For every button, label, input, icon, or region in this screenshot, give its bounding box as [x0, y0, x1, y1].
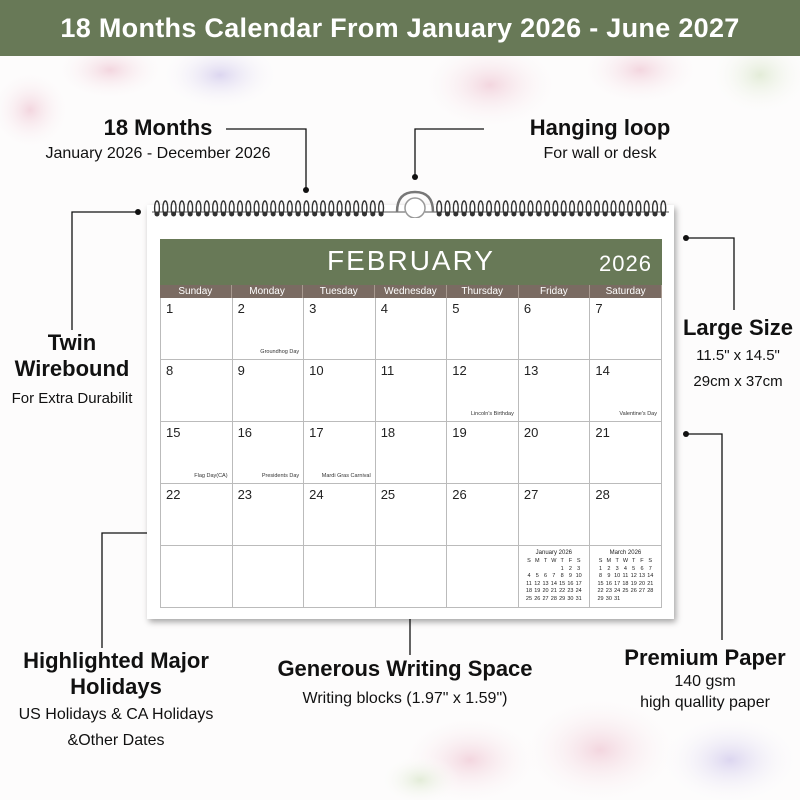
mini-month-day: 31	[614, 595, 621, 602]
binding-hole	[379, 212, 384, 217]
binding-hole	[653, 212, 658, 217]
day-cell	[233, 484, 305, 546]
binding-hole	[229, 212, 234, 217]
holiday-label: Groundhog Day	[260, 349, 300, 355]
day-cell	[590, 546, 662, 608]
day-cell	[376, 484, 448, 546]
day-cell	[590, 484, 662, 546]
mini-month-day: 1	[599, 565, 603, 572]
binding-hole	[329, 212, 334, 217]
day-cell	[519, 422, 591, 484]
mini-month	[596, 550, 654, 602]
binding-hole	[221, 212, 226, 217]
mini-month-day: 25	[525, 595, 533, 602]
mini-month-day: 28	[550, 595, 557, 602]
mini-month-day	[533, 566, 541, 572]
day-number: 7	[595, 301, 603, 316]
mini-month-day: 13	[638, 573, 646, 579]
label-holidays-line2: &Other Dates	[67, 732, 165, 749]
mini-month-day: 21	[647, 580, 654, 587]
mini-month-day: 21	[550, 588, 557, 594]
label-18-months	[8, 115, 308, 167]
day-number: 11	[380, 363, 395, 378]
label-twin-title-2: Wirebound	[14, 356, 130, 381]
mini-month-day: 17	[614, 580, 621, 587]
mini-month-day: 20	[542, 588, 549, 594]
mini-month-day	[525, 566, 533, 572]
mini-month-day: 14	[550, 580, 557, 587]
day-number: 17	[309, 425, 324, 440]
day-number: 18	[380, 425, 396, 440]
mini-month-day: 7	[648, 565, 652, 572]
day-cell	[447, 360, 519, 422]
mini-month-day: 5	[632, 565, 636, 572]
label-paper-title: Premium Paper	[624, 645, 786, 670]
day-cell	[304, 484, 376, 546]
binding-hole	[644, 212, 649, 217]
mini-month-day: 2	[568, 565, 572, 572]
binding-hole	[511, 212, 516, 217]
day-number: 22	[166, 487, 181, 502]
binding-hole	[619, 212, 624, 217]
day-number: 15	[166, 425, 181, 440]
binding-hole	[246, 212, 251, 217]
day-of-week-label: Thursday	[447, 285, 519, 298]
binding-hole	[553, 212, 558, 217]
mini-month-day: 8	[560, 573, 564, 579]
day-cell	[233, 298, 305, 360]
day-number: 23	[237, 487, 253, 502]
mini-month-day: 10	[614, 573, 621, 579]
mini-month-day: 4	[527, 573, 531, 579]
mini-month-header-letter: F	[568, 558, 573, 564]
label-hanging-loop	[490, 115, 710, 167]
day-of-week-label: Tuesday	[303, 285, 375, 298]
day-number: 2	[237, 301, 245, 316]
binding-hole	[163, 212, 168, 217]
binding-hole	[296, 212, 301, 217]
mini-month-day: 16	[567, 580, 574, 587]
mini-month-day: 19	[630, 580, 637, 587]
binding-hole	[345, 212, 350, 217]
mini-month-day	[541, 566, 549, 572]
binding-hole	[370, 212, 375, 217]
mini-month-day: 22	[559, 588, 566, 594]
day-of-week-label: Sunday	[160, 285, 232, 298]
label-writing-space	[255, 656, 555, 712]
binding-hole	[213, 212, 218, 217]
label-large-size-title: Large Size	[682, 315, 794, 340]
mini-month-header-letter: T	[543, 558, 548, 564]
label-large-size-line1: 11.5" x 14.5"	[696, 347, 780, 364]
day-cell	[447, 546, 519, 608]
binding-hole	[536, 212, 541, 217]
binding-hole	[362, 212, 367, 217]
day-number: 21	[595, 425, 610, 440]
day-number: 10	[309, 363, 324, 378]
binding-hole	[179, 212, 184, 217]
label-premium-paper	[610, 645, 800, 713]
mini-month-day: 12	[534, 580, 541, 587]
hanging-loop-hole	[405, 198, 425, 218]
mini-month-day: 4	[623, 565, 627, 572]
day-number: 12	[452, 363, 467, 378]
label-writing-title: Generous Writing Space	[277, 656, 533, 681]
day-number: 27	[523, 487, 539, 502]
binding-hole	[453, 212, 458, 217]
mini-month-day: 15	[597, 580, 604, 587]
mini-month-day: 18	[525, 588, 533, 594]
day-cell	[161, 484, 233, 546]
day-cell	[376, 422, 448, 484]
binding-hole	[196, 212, 201, 217]
mini-month-day: 26	[630, 588, 637, 594]
day-number: 1	[166, 301, 174, 316]
binding-hole	[238, 212, 243, 217]
binding-hole	[661, 212, 666, 217]
label-twin-title-1: Twin	[47, 330, 97, 355]
binding-hole	[287, 212, 292, 217]
mini-month-header-letter: S	[576, 558, 581, 564]
label-18-months-subtitle: January 2026 - December 2026	[45, 145, 271, 162]
day-cell	[161, 422, 233, 484]
label-large-size-line2: 29cm x 37cm	[693, 373, 783, 390]
mini-month-day: 8	[599, 573, 603, 579]
mini-month-day: 20	[638, 580, 646, 587]
binding-hole	[603, 212, 608, 217]
day-cell	[376, 360, 448, 422]
day-cell	[161, 546, 233, 608]
mini-month-header-letter: T	[632, 558, 636, 564]
day-of-week-label: Wednesday	[375, 285, 447, 298]
mini-month-day: 6	[640, 565, 644, 572]
mini-month-day: 27	[638, 588, 646, 594]
mini-month-header-letter: M	[534, 558, 540, 564]
label-holidays-line1: US Holidays & CA Holidays	[18, 706, 214, 723]
mini-month-day: 30	[567, 595, 574, 602]
day-cell	[376, 298, 448, 360]
day-cell	[519, 546, 591, 608]
binding-hole	[628, 212, 633, 217]
binding-hole	[437, 212, 442, 217]
mini-month-day: 15	[559, 580, 566, 587]
day-number: 9	[237, 363, 245, 378]
day-cell	[376, 546, 448, 608]
day-of-week-label: Monday	[232, 285, 304, 298]
month-grid	[160, 285, 662, 608]
mini-month-title: January 2026	[535, 550, 573, 556]
holiday-label: Flag Day(CA)	[194, 473, 228, 479]
mini-month-day	[550, 566, 558, 572]
mini-month-day: 17	[575, 580, 582, 587]
label-18-months-title: 18 Months	[103, 115, 213, 140]
day-cell	[161, 298, 233, 360]
mini-month-day: 13	[542, 580, 549, 587]
day-cell	[447, 484, 519, 546]
day-of-week-header	[160, 285, 662, 298]
calendar-page	[147, 205, 674, 619]
mini-month-day: 14	[647, 573, 654, 579]
binding-hole	[354, 212, 359, 217]
holiday-label: Lincoln's Birthday	[470, 411, 514, 417]
day-number: 3	[309, 301, 317, 316]
mini-month-day: 3	[615, 565, 619, 572]
mini-month-header-letter: S	[527, 558, 531, 564]
mini-month-title: March 2026	[609, 550, 642, 556]
day-number: 4	[380, 301, 388, 316]
binding-hole	[594, 212, 599, 217]
binding-hole	[321, 212, 326, 217]
holiday-label: Valentine's Day	[619, 411, 657, 417]
month-header	[160, 239, 662, 285]
mini-month-header-letter: T	[560, 558, 564, 564]
binding-hole	[462, 212, 467, 217]
day-cell	[233, 422, 305, 484]
mini-month-day: 11	[622, 573, 629, 579]
holiday-label: Presidents Day	[261, 473, 300, 479]
day-number: 19	[452, 425, 467, 440]
label-paper-line1: 140 gsm	[674, 673, 736, 690]
day-number: 26	[452, 487, 467, 502]
mini-month-day: 22	[597, 588, 604, 594]
holiday-label: Mardi Gras Carnival	[321, 473, 371, 479]
mini-month-day: 3	[577, 565, 581, 572]
binding-hole	[312, 212, 317, 217]
binding-hole	[487, 212, 492, 217]
binding-hole	[254, 212, 259, 217]
day-number: 24	[309, 487, 324, 502]
day-number: 25	[380, 487, 396, 502]
mini-month-day: 18	[622, 580, 629, 587]
mini-month-header-letter: F	[640, 558, 644, 564]
mini-month-day: 1	[560, 565, 564, 572]
binding-hole	[586, 212, 591, 217]
mini-month-header-letter: S	[598, 558, 603, 564]
mini-month-grid	[596, 558, 654, 602]
mini-month-header-letter: W	[551, 558, 557, 564]
binding-hole	[262, 212, 267, 217]
label-paper-line2: high quallity paper	[640, 694, 770, 711]
day-cell	[161, 360, 233, 422]
label-large-size	[676, 315, 800, 395]
label-holidays-title-2: Holidays	[70, 674, 162, 699]
day-number: 5	[452, 301, 460, 316]
day-cell	[304, 360, 376, 422]
binding-hole	[188, 212, 193, 217]
binding-hole	[271, 212, 276, 217]
mini-month-day: 29	[597, 595, 604, 602]
mini-month-day: 28	[647, 588, 654, 594]
binding-hole	[445, 212, 450, 217]
day-cell	[590, 422, 662, 484]
binding-hole	[561, 212, 566, 217]
mini-month-day: 2	[607, 565, 611, 572]
day-cell	[590, 360, 662, 422]
binding-hole	[478, 212, 483, 217]
mini-month-day: 10	[575, 573, 582, 579]
mini-month-day: 23	[605, 588, 612, 594]
mini-month-header-letter: M	[606, 558, 612, 564]
day-of-week-label: Friday	[519, 285, 591, 298]
mini-month-header-letter: T	[615, 558, 619, 564]
day-number: 20	[523, 425, 539, 440]
day-cell	[590, 298, 662, 360]
mini-month-grid	[525, 558, 583, 602]
month-name: FEBRUARY	[327, 245, 495, 276]
day-cell	[304, 546, 376, 608]
mini-month-day: 24	[614, 588, 621, 594]
mini-month-header-letter: S	[648, 558, 653, 564]
day-number: 8	[166, 363, 174, 378]
twin-wire-binding	[147, 188, 674, 218]
day-cell	[519, 484, 591, 546]
day-cell	[304, 298, 376, 360]
day-cell	[519, 298, 591, 360]
binding-hole	[528, 212, 533, 217]
banner-title: 18 Months Calendar From January 2026 - June 2027	[0, 0, 800, 56]
binding-hole	[495, 212, 500, 217]
mini-month-day: 25	[622, 588, 629, 594]
day-of-week-label: Saturday	[590, 285, 662, 298]
label-holidays	[0, 648, 232, 754]
mini-month-day: 9	[607, 573, 611, 579]
binding-hole	[279, 212, 284, 217]
binding-hole	[470, 212, 475, 217]
label-writing-subtitle: Writing blocks (1.97" x 1.59")	[302, 690, 508, 707]
month-year: 2026	[599, 251, 652, 276]
binding-hole	[171, 212, 176, 217]
label-holidays-title-1: Highlighted Major	[23, 648, 209, 673]
mini-month-day: 23	[567, 588, 574, 594]
day-number: 6	[523, 301, 532, 316]
label-twin-wirebound	[0, 330, 144, 412]
binding-hole	[570, 212, 575, 217]
mini-month-day: 29	[559, 595, 566, 602]
mini-month-day: 7	[552, 573, 556, 579]
mini-month-day: 11	[526, 580, 532, 587]
binding-hole	[545, 212, 550, 217]
mini-month-day: 19	[534, 588, 541, 594]
binding-hole	[611, 212, 616, 217]
binding-hole	[503, 212, 508, 217]
mini-month-day: 12	[630, 573, 637, 579]
mini-month-day: 27	[542, 595, 549, 602]
day-number: 16	[237, 425, 253, 440]
mini-month	[525, 550, 583, 602]
mini-month-day: 24	[575, 588, 582, 594]
binding-hole	[155, 212, 160, 217]
day-number: 13	[523, 363, 539, 378]
label-twin-subtitle: For Extra Durabilit	[11, 390, 133, 407]
mini-month-day: 6	[544, 573, 548, 579]
mini-month-day: 9	[568, 573, 572, 579]
binding-hole	[520, 212, 525, 217]
binding-hole	[204, 212, 209, 217]
binding-hole	[636, 212, 641, 217]
label-hanging-loop-title: Hanging loop	[529, 115, 671, 140]
mini-month-day: 31	[575, 595, 582, 602]
day-number: 28	[595, 487, 610, 502]
day-cell	[519, 360, 591, 422]
mini-month-day: 5	[535, 573, 539, 579]
day-cell	[447, 422, 519, 484]
mini-month-header-letter: W	[622, 558, 629, 564]
label-hanging-loop-subtitle: For wall or desk	[543, 145, 657, 162]
mini-month-day: 26	[534, 595, 541, 602]
day-cell	[447, 298, 519, 360]
mini-month-day: 16	[605, 580, 612, 587]
mini-month-day: 30	[605, 595, 612, 602]
day-number: 14	[595, 363, 610, 378]
binding-hole	[304, 212, 309, 217]
day-cell	[233, 546, 305, 608]
binding-hole	[578, 212, 583, 217]
binding-hole	[337, 212, 342, 217]
weeks-grid	[160, 298, 662, 608]
day-cell	[233, 360, 305, 422]
day-cell	[304, 422, 376, 484]
